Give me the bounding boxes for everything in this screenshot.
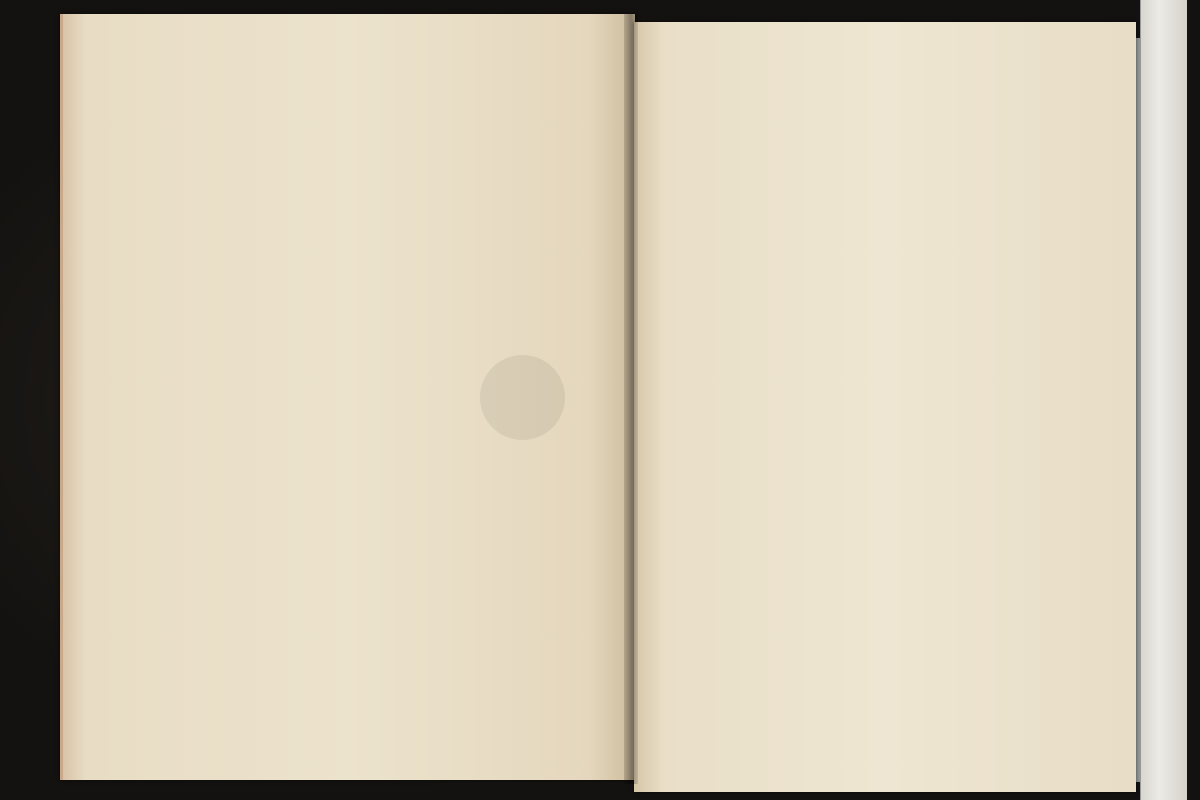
watermark [455,355,655,505]
right-page [634,22,1136,792]
measuring-ruler [1140,0,1187,800]
